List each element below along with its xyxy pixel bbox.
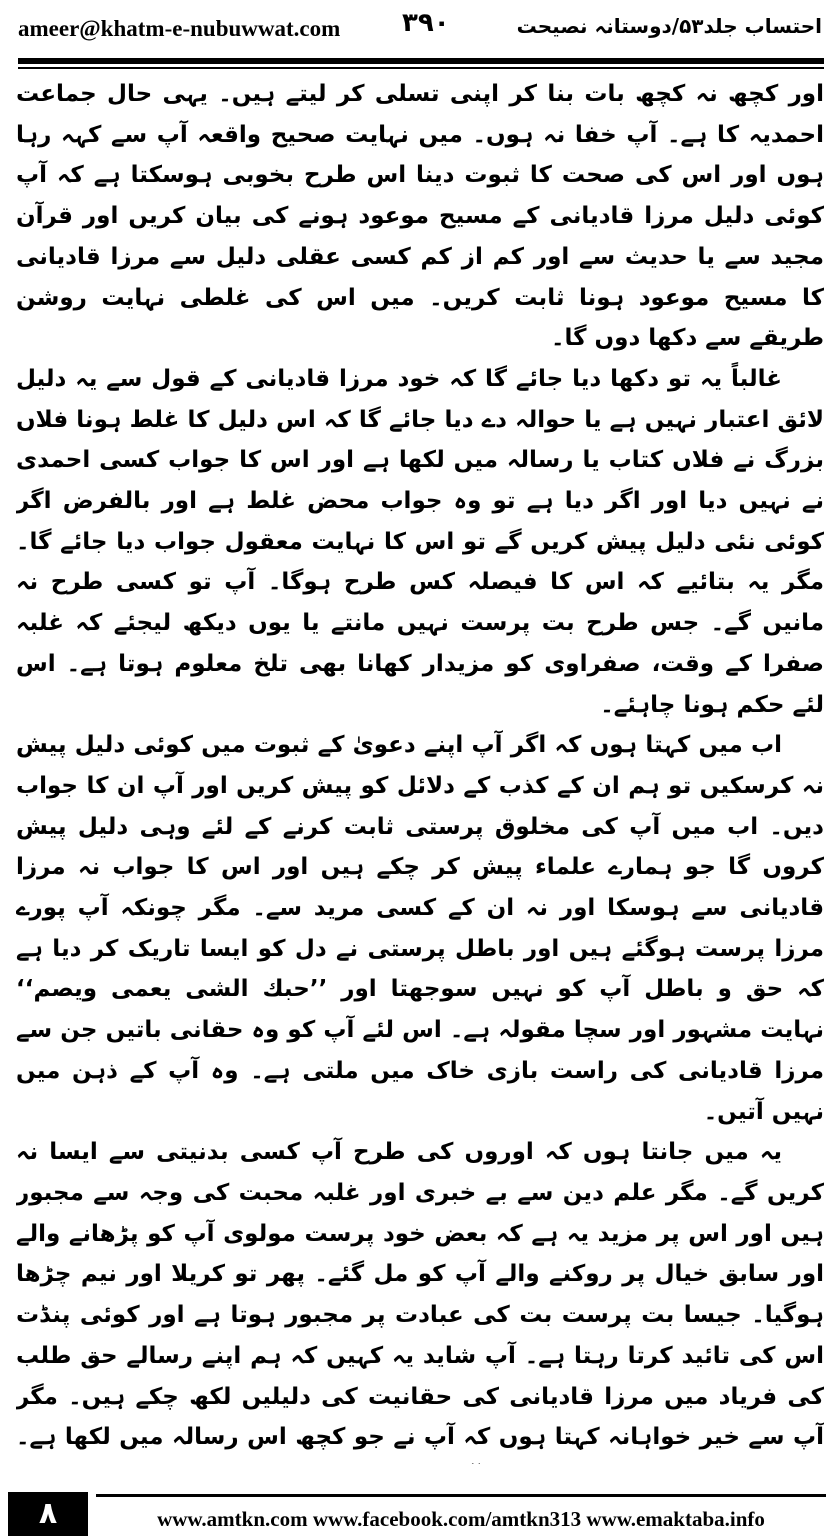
paragraph-3: اب میں کہتا ہوں کہ اگر آپ اپنے دعویٰ کے ثبوت میں کوئی دلیل پیش نہ کرسکیں تو ہم ان کے کذب کے دلائل کو پیش کریں اور آپ ان کا جواب دیں۔ اب میں آپ کی مخلوق پرستی ثابت کرنے کے لئے وہی دلیل پیش کروں گا جو ہمارے علماء پیش کر چکے ہیں اور اس کا جواب نہ مرزا قادیانی سے ہوسکا اور نہ ان کے کسی مرید سے۔ مگر چونکہ آپ پورے مرزا پرست ہوگئے ہیں اور باطل پرستی نے دل کو ایسا تاریک کر دیا ہے کہ حق و باطل آپ کو نہیں سوجھتا اور ’’حبك الشی یعمی ویصم‘‘ نہایت مشہور اور سچا مقولہ ہے۔ اس لئے آپ کو وہ حقانی باتیں جن سے مرزا قادیانی کی راست بازی خاک میں ملتی ہے۔ وہ آپ کے ذہن میں نہیں آتیں۔ — [16, 732, 824, 1125]
page-header — [18, 6, 822, 56]
header-title: احتساب جلد۵۳/دوستانہ نصیحت — [516, 14, 822, 38]
footer-page-badge: ۸ — [8, 1492, 88, 1536]
paragraph-1: اور کچھ نہ کچھ بات بنا کر اپنی تسلی کر لیتے ہیں۔ یہی حال جماعت احمدیہ کا ہے۔ آپ خفا نہ ہوں۔ میں نہایت صحیح واقعہ آپ سے کہہ رہا ہوں اور اس کی صحت کا ثبوت دینا اس طرح بخوبی ہوسکتا ہے کہ آپ کوئی دلیل مرزا قادیانی کے مسیح موعود ہونے کی بیان کریں اور قرآن مجید سے یا حدیث سے اور کم از کم کسی عقلی دلیل سے مرزا قادیانی کا مسیح موعود ہونا ثابت کریں۔ میں اس کی غلطی نہایت روشن طریقے سے دکھا دوں گا۔ — [16, 81, 824, 352]
paragraph-2: غالباً یہ تو دکھا دیا جائے گا کہ خود مرزا قادیانی کے قول سے یہ دلیل لائق اعتبار نہیں ہے یا حوالہ دے دیا جائے گا کہ اس دلیل کا غلط ہونا فلاں بزرگ نے فلاں کتاب یا رسالہ میں لکھا ہے اور اس کا جواب کسی احمدی نے نہیں دیا اور اگر دیا ہے تو وہ جواب محض غلط ہے اور بالفرض اگر کوئی نئی دلیل پیش کریں گے تو اس کا نہایت معقول جواب دیا جائے گا۔ مگر یہ بتائیے کہ اس کا فیصلہ کس طرح ہوگا۔ آپ تو کسی طرح نہ مانیں گے۔ جس طرح بت پرست نہیں مانتے یا یوں دیکھ لیجئے کہ غلبہ صفرا کے وقت، صفراوی کو مزیدار کھانا بھی تلخ معلوم ہوتا ہے۔ اس لئے حکم ہونا چاہئے۔ — [16, 365, 824, 718]
paragraph-4: یہ میں جانتا ہوں کہ اوروں کی طرح آپ کسی بدنیتی سے ایسا نہ کریں گے۔ مگر علم دین سے بے خبری اور غلبہ محبت کی وجہ سے مجبور ہیں اور اس پر مزید یہ ہے کہ بعض خود پرست مولوی آپ کو پڑھانے والے اور سابق خیال پر روکنے والے آپ کو مل گئے۔ پھر تو کریلا اور نیم چڑھا ہوگیا۔ جیسا بت پرست بت کی عبادت پر مجبور ہوتا ہے اور کوئی پنڈت اس کی تائید کرتا رہتا ہے۔ آپ شاید یہ کہیں کہ ہم اپنے رسالے حق طلب کی فریاد میں مرزا قادیانی کی حقانیت کی دلیلیں لکھ چکے ہیں۔ مگر آپ سے خیر خواہانہ کہتا ہوں کہ آپ نے جو کچھ اس رسالہ میں لکھا ہے۔ — [16, 1139, 824, 1451]
body-text — [16, 74, 824, 1464]
page-footer — [0, 1488, 840, 1540]
footer-links: www.amtkn.com www.facebook.com/amtkn313 www.emaktaba.info — [157, 1507, 765, 1531]
footer-rule — [96, 1494, 826, 1497]
header-email: ameer@khatm-e-nubuwwat.com — [18, 16, 341, 41]
header-rule-thin — [18, 67, 824, 69]
header-rule-thick — [18, 58, 824, 64]
header-page-number: ۳۹۰ — [402, 8, 450, 38]
